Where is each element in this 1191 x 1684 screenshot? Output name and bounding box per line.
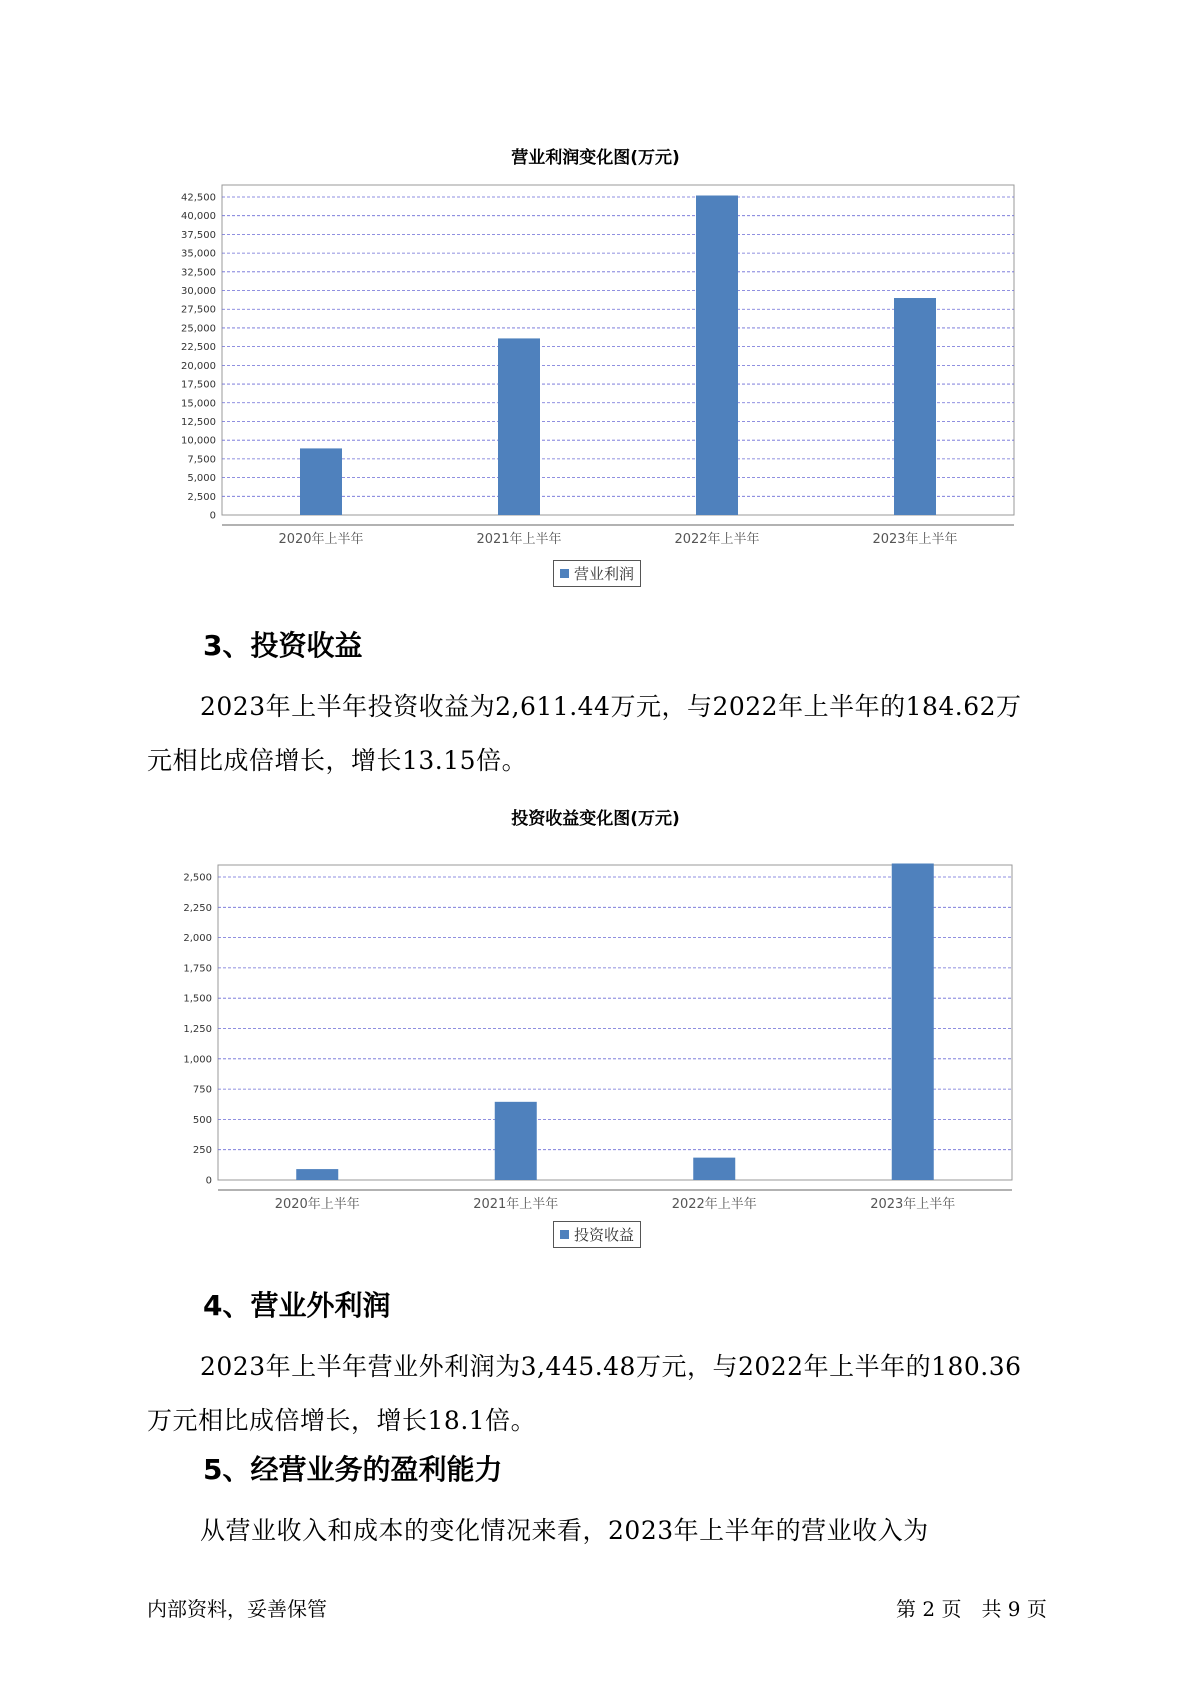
y-tick-label: 1,750 (183, 963, 212, 975)
y-tick-label: 500 (192, 1114, 212, 1126)
y-tick-label: 22,500 (181, 342, 216, 354)
y-tick-label: 35,000 (181, 248, 216, 260)
y-tick-label: 15,000 (181, 398, 216, 410)
section-heading: 5、经营业务的盈利能力 (203, 1453, 503, 1486)
y-tick-label: 2,250 (183, 902, 212, 914)
paragraph (147, 1504, 1047, 1558)
x-category-label: 2023年上半年 (870, 1197, 956, 1212)
paragraph-line: 元相比成倍增长，增长13.15倍。 (147, 746, 528, 775)
bar (300, 448, 342, 515)
y-tick-label: 25,000 (181, 323, 216, 335)
y-tick-label: 0 (205, 1175, 212, 1187)
x-category-label: 2022年上半年 (671, 1197, 757, 1212)
y-tick-label: 5,000 (187, 473, 216, 485)
x-category-label: 2021年上半年 (473, 1197, 559, 1212)
y-tick-label: 1,250 (183, 1024, 212, 1035)
y-tick-label: 42,500 (181, 192, 216, 204)
y-tick-label: 0 (209, 510, 216, 522)
paragraph-line: 从营业收入和成本的变化情况来看，2023年上半年的营业收入为 (200, 1516, 929, 1545)
bar (894, 298, 936, 515)
y-tick-label: 17,500 (181, 379, 216, 391)
y-tick-label: 10,000 (181, 435, 216, 447)
bar (892, 863, 934, 1180)
chart-title: 投资收益变化图(万元) (511, 809, 680, 829)
y-tick-label: 32,500 (181, 267, 216, 279)
footer-page-number: 第 2 页 共 9 页 (896, 1597, 1047, 1621)
x-category-label: 2020年上半年 (274, 1197, 360, 1212)
x-category-label: 2022年上半年 (674, 532, 760, 547)
section-heading: 4、营业外利润 (203, 1289, 391, 1322)
y-tick-label: 27,500 (181, 304, 216, 316)
y-tick-label: 7,500 (187, 454, 216, 466)
y-tick-label: 20,000 (181, 360, 216, 372)
y-tick-label: 37,500 (181, 229, 216, 241)
bar (498, 338, 540, 515)
x-category-label: 2021年上半年 (476, 532, 562, 547)
bar (696, 196, 738, 515)
legend-label: 投资收益 (574, 1226, 635, 1244)
legend-label: 营业利润 (574, 565, 635, 583)
y-tick-label: 250 (192, 1145, 212, 1157)
x-category-label: 2023年上半年 (872, 532, 958, 547)
section-heading: 3、投资收益 (203, 629, 363, 662)
y-tick-label: 1,000 (183, 1054, 212, 1066)
chart-legend (553, 1221, 641, 1248)
paragraph-line: 万元相比成倍增长，增长18.1倍。 (147, 1406, 537, 1435)
footer-left: 内部资料，妥善保管 (147, 1597, 327, 1621)
bar (693, 1158, 735, 1180)
y-tick-label: 2,500 (187, 491, 216, 503)
chart-legend (553, 560, 641, 587)
paragraph-line: 2023年上半年营业外利润为3,445.48万元，与2022年上半年的180.36 (200, 1352, 1022, 1381)
y-tick-label: 2,000 (183, 933, 212, 945)
bar (495, 1102, 537, 1180)
paragraph (147, 680, 1047, 788)
x-category-label: 2020年上半年 (278, 532, 364, 547)
y-tick-label: 12,500 (181, 416, 216, 428)
bar (296, 1169, 338, 1180)
y-tick-label: 2,500 (183, 872, 212, 884)
y-tick-label: 40,000 (181, 211, 216, 223)
y-tick-label: 1,500 (183, 993, 212, 1005)
paragraph-line: 2023年上半年投资收益为2,611.44万元，与2022年上半年的184.62万 (200, 692, 1022, 721)
legend-swatch (560, 569, 569, 578)
paragraph (147, 1340, 1047, 1448)
y-tick-label: 750 (192, 1084, 212, 1096)
operating-profit-chart (0, 170, 1191, 547)
investment-income-chart (0, 832, 1191, 1212)
y-tick-label: 30,000 (181, 286, 216, 298)
chart-title: 营业利润变化图(万元) (511, 148, 680, 168)
legend-swatch (560, 1230, 569, 1239)
